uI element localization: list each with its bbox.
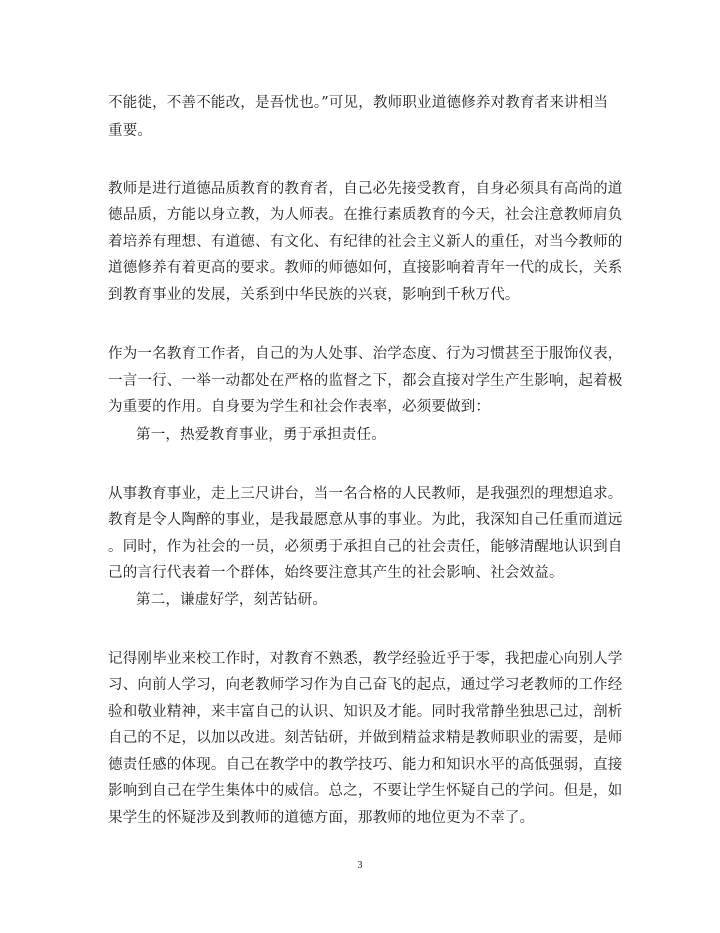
paragraph-1-line-1: 不能徙，不善不能改，是吾忧也。”可见，教师职业道德修养对教育者来讲相当 xyxy=(108,95,609,111)
paragraph-5-line-6: 影响到自己在学生集体中的威信。总之，不要让学生怀疑自己的学问。但是，如 xyxy=(108,783,623,799)
paragraph-1-line-2: 重要。 xyxy=(108,123,153,139)
paragraph-3-line-3: 为重要的作用。自身要为学生和社会作表率，必须要做到： xyxy=(108,399,491,415)
paragraph-5-line-2: 习、向前人学习，向老教师学习作为自己奋飞的起点，通过学习老教师的工作经 xyxy=(108,677,623,693)
paragraph-3-line-2: 一言一行、一举一动都处在严格的监督之下，都会直接对学生产生影响，起着极 xyxy=(108,373,623,389)
paragraph-5-line-4: 自己的不足，以加以改进。刻苦钻研，并做到精益求精是教师职业的需要，是师 xyxy=(108,730,623,746)
paragraph-2-line-2: 德品质，方能以身立教，为人师表。在推行素质教育的今天，社会注意教师肩负 xyxy=(108,207,623,223)
paragraph-5-line-1: 记得刚毕业来校工作时，对教育不熟悉，教学经验近乎于零，我把虚心向别人学 xyxy=(108,651,623,667)
section-heading-1: 第一，热爱教育事业，勇于承担责任。 xyxy=(136,427,386,443)
paragraph-2-line-3: 着培养有理想、有道德、有文化、有纪律的社会主义新人的重任，对当今教师的 xyxy=(108,234,623,250)
paragraph-5-line-7: 果学生的怀疑涉及到教师的道德方面，那教师的地位更为不幸了。 xyxy=(108,810,535,826)
paragraph-3-line-1: 作为一名教育工作者，自己的为人处事、治学态度、行为习惯甚至于服饰仪表， xyxy=(108,346,623,362)
paragraph-2-line-1: 教师是进行道德品质教育的教育者，自己必先接受教育，自身必须具有高尚的道 xyxy=(108,181,623,197)
paragraph-4-line-3: 。同时，作为社会的一员，必须勇于承担自己的社会责任，能够清醒地认识到自 xyxy=(108,539,623,555)
paragraph-2-line-5: 到教育事业的发展，关系到中华民族的兴衰，影响到千秋万代。 xyxy=(108,287,520,303)
section-heading-2: 第二，谦虚好学，刻苦钻研。 xyxy=(136,592,328,608)
page-number: 3 xyxy=(357,860,363,871)
paragraph-5-line-3: 验和敬业精神，来丰富自己的认识、知识及才能。同时我常静坐独思己过，剖析 xyxy=(108,704,623,720)
paragraph-5-line-5: 德责任感的体现。自己在教学中的教学技巧、能力和知识水平的高低强弱，直接 xyxy=(108,757,623,773)
paragraph-4-line-1: 从事教育事业，走上三尺讲台，当一名合格的人民教师，是我强烈的理想追求。 xyxy=(108,486,623,502)
paragraph-2-line-4: 道德修养有着更高的要求。教师的师德如何，直接影响着青年一代的成长，关系 xyxy=(108,260,623,276)
paragraph-4-line-4: 己的言行代表着一个群体，始终要注意其产生的社会影响、社会效益。 xyxy=(108,565,564,581)
paragraph-4-line-2: 教育是令人陶醉的事业，是我最愿意从事的事业。为此，我深知自己任重而道远 xyxy=(108,512,623,528)
